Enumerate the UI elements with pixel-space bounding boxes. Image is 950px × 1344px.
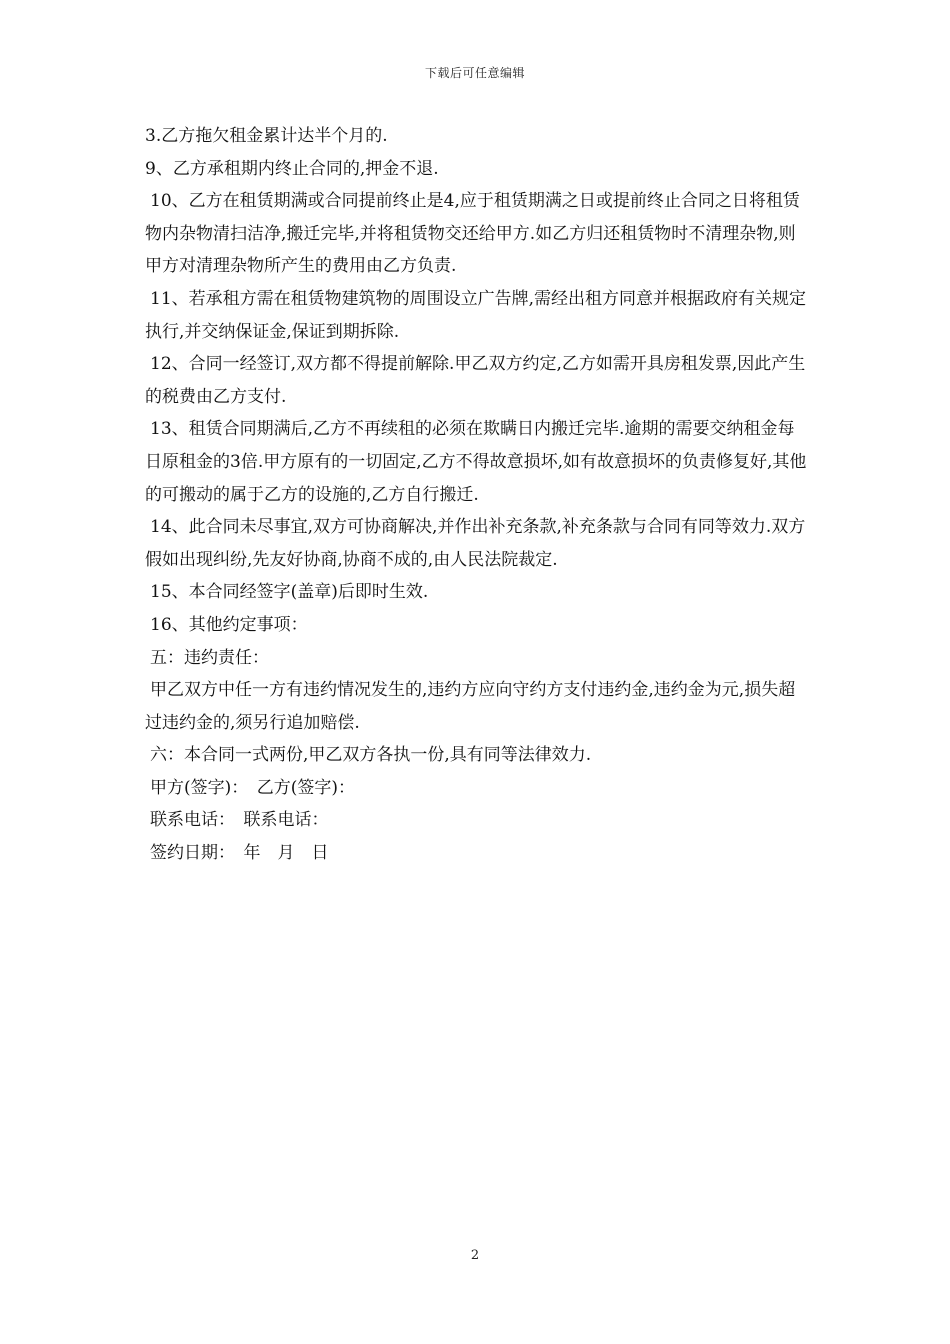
- clause-13: 13、租赁合同期满后,乙方不再续租的必须在欺瞒日内搬迁完毕.逾期的需要交纳租金每日原租金的3倍.甲方原有的一切固定,乙方不得故意损坏,如有故意损坏的负责修复好,其他的可搬动的属于乙方的设施的,乙方自行搬迁.: [145, 419, 807, 505]
- page-header-note: 下载后可任意编辑: [424, 66, 525, 80]
- page-number: 2: [470, 1248, 480, 1263]
- section-copies: 六：本合同一式两份,甲乙双方各执一份,具有同等法律效力.: [150, 745, 592, 766]
- clause-14: 14、此合同未尽事宜,双方可协商解决,并作出补充条款,补充条款与合同有同等效力.双方假如出现纠纷,先友好协商,协商不成的,由人民法院裁定.: [145, 517, 806, 570]
- signing-date-line: 签约日期： 年 月 日: [150, 843, 329, 864]
- clause-10: 10、乙方在租赁期满或合同提前终止是4,应于租赁期满之日或提前终止合同之日将租赁物内杂物清扫洁净,搬迁完毕,并将租赁物交还给甲方.如乙方归还租赁物时不清理杂物,则甲方对清理杂物所产生的费用由乙方负责.: [145, 191, 800, 277]
- section-breach-heading: 五：违约责任：: [150, 647, 269, 668]
- clause-3: 3.乙方拖欠租金累计达半个月的.: [145, 126, 388, 146]
- clause-16: 16、其他约定事项：: [150, 614, 308, 635]
- document-body: [145, 120, 810, 870]
- clause-12: 12、合同一经签订,双方都不得提前解除.甲乙双方约定,乙方如需开具房租发票,因此产生的税费由乙方支付.: [145, 354, 806, 407]
- contact-phone-line: 联系电话： 联系电话：: [150, 810, 329, 831]
- breach-liability-text: 甲乙双方中任一方有违约情况发生的,违约方应向守约方支付违约金,违约金为元,损失超过违约金的,须另行追加赔偿.: [145, 680, 796, 733]
- signature-line: 甲方(签字)： 乙方(签字)：: [150, 777, 356, 798]
- clause-11: 11、若承租方需在租赁物建筑物的周围设立广告牌,需经出租方同意并根据政府有关规定执行,并交纳保证金,保证到期拆除.: [145, 288, 807, 342]
- clause-9: 9、乙方承租期内终止合同的,押金不退.: [145, 158, 439, 179]
- clause-15: 15、本合同经签字(盖章)后即时生效.: [150, 582, 429, 603]
